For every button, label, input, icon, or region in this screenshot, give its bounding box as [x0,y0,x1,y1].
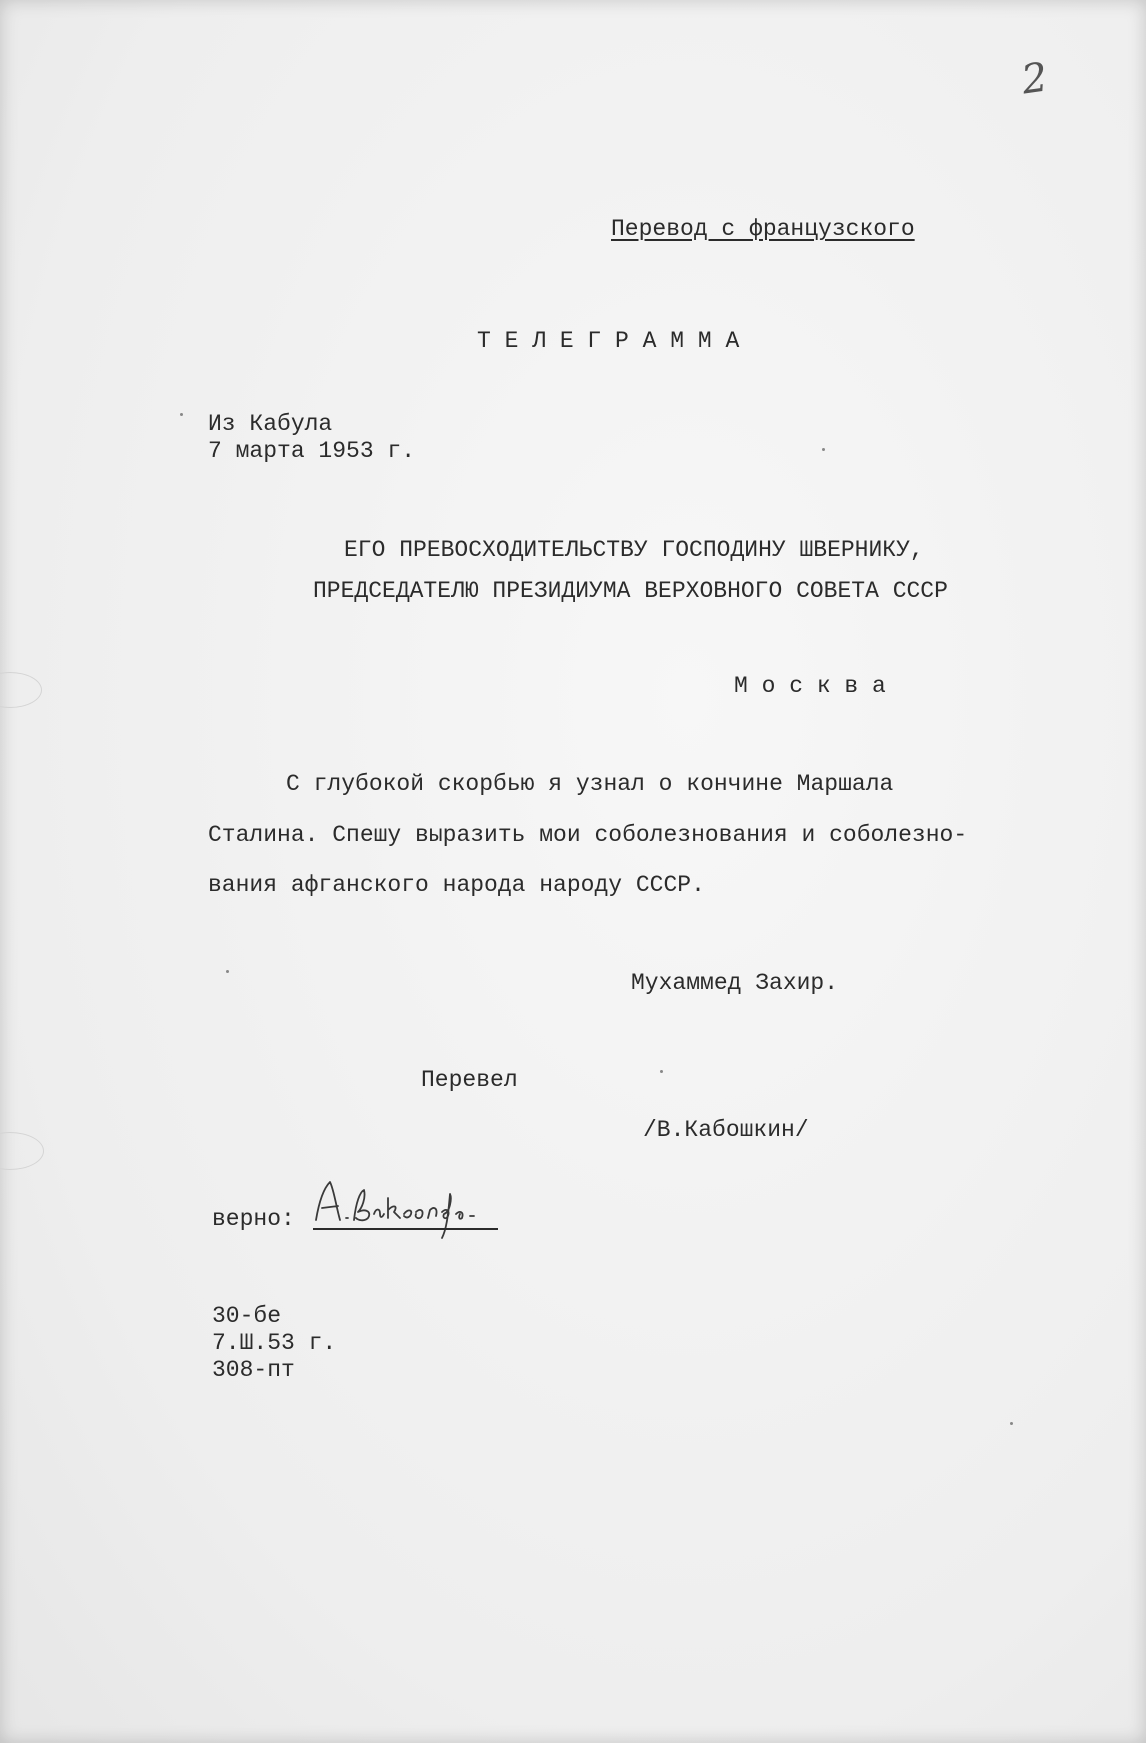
origin-place: Из Кабула [208,411,333,437]
speck [660,1070,663,1073]
handwritten-page-number: 2 [1018,54,1051,104]
sender-name: Мухаммед Захир. [631,970,839,996]
translator-name: /В.Кабошкин/ [643,1117,809,1143]
body-line-1: С глубокой скорбью я узнал о кончине Маршала [286,771,894,797]
document-type-title: Т Е Л Е Г Р А М М А [477,328,740,354]
origin-date: 7 марта 1953 г. [208,438,416,464]
handwritten-signature [310,1168,510,1248]
signature-underline [313,1228,498,1230]
punch-hole-mark [0,1132,44,1170]
speck [822,448,825,451]
speck [226,970,229,973]
body-line-3: вания афганского народа народу СССР. [208,872,705,898]
footer-line-1: 30-бе [212,1303,282,1329]
footer-line-3: 308-пт [212,1357,295,1383]
verified-label: верно: [212,1206,295,1232]
addressee-city: М о с к в а [734,673,886,699]
footer-line-2: 7.Ш.53 г. [212,1330,337,1356]
translation-note: Перевод с французского [611,216,915,242]
body-line-2: Сталина. Спешу выразить мои соболезнования и соболезно- [208,822,968,848]
addressee-line-2: ПРЕДСЕДАТЕЛЮ ПРЕЗИДИУМА ВЕРХОВНОГО СОВЕТА СССР [313,578,948,604]
speck [180,413,183,416]
speck [1010,1422,1013,1425]
punch-hole-mark [0,672,42,708]
addressee-line-1: ЕГО ПРЕВОСХОДИТЕЛЬСТВУ ГОСПОДИНУ ШВЕРНИКУ, [344,537,924,563]
translator-label: Перевел [421,1067,518,1093]
